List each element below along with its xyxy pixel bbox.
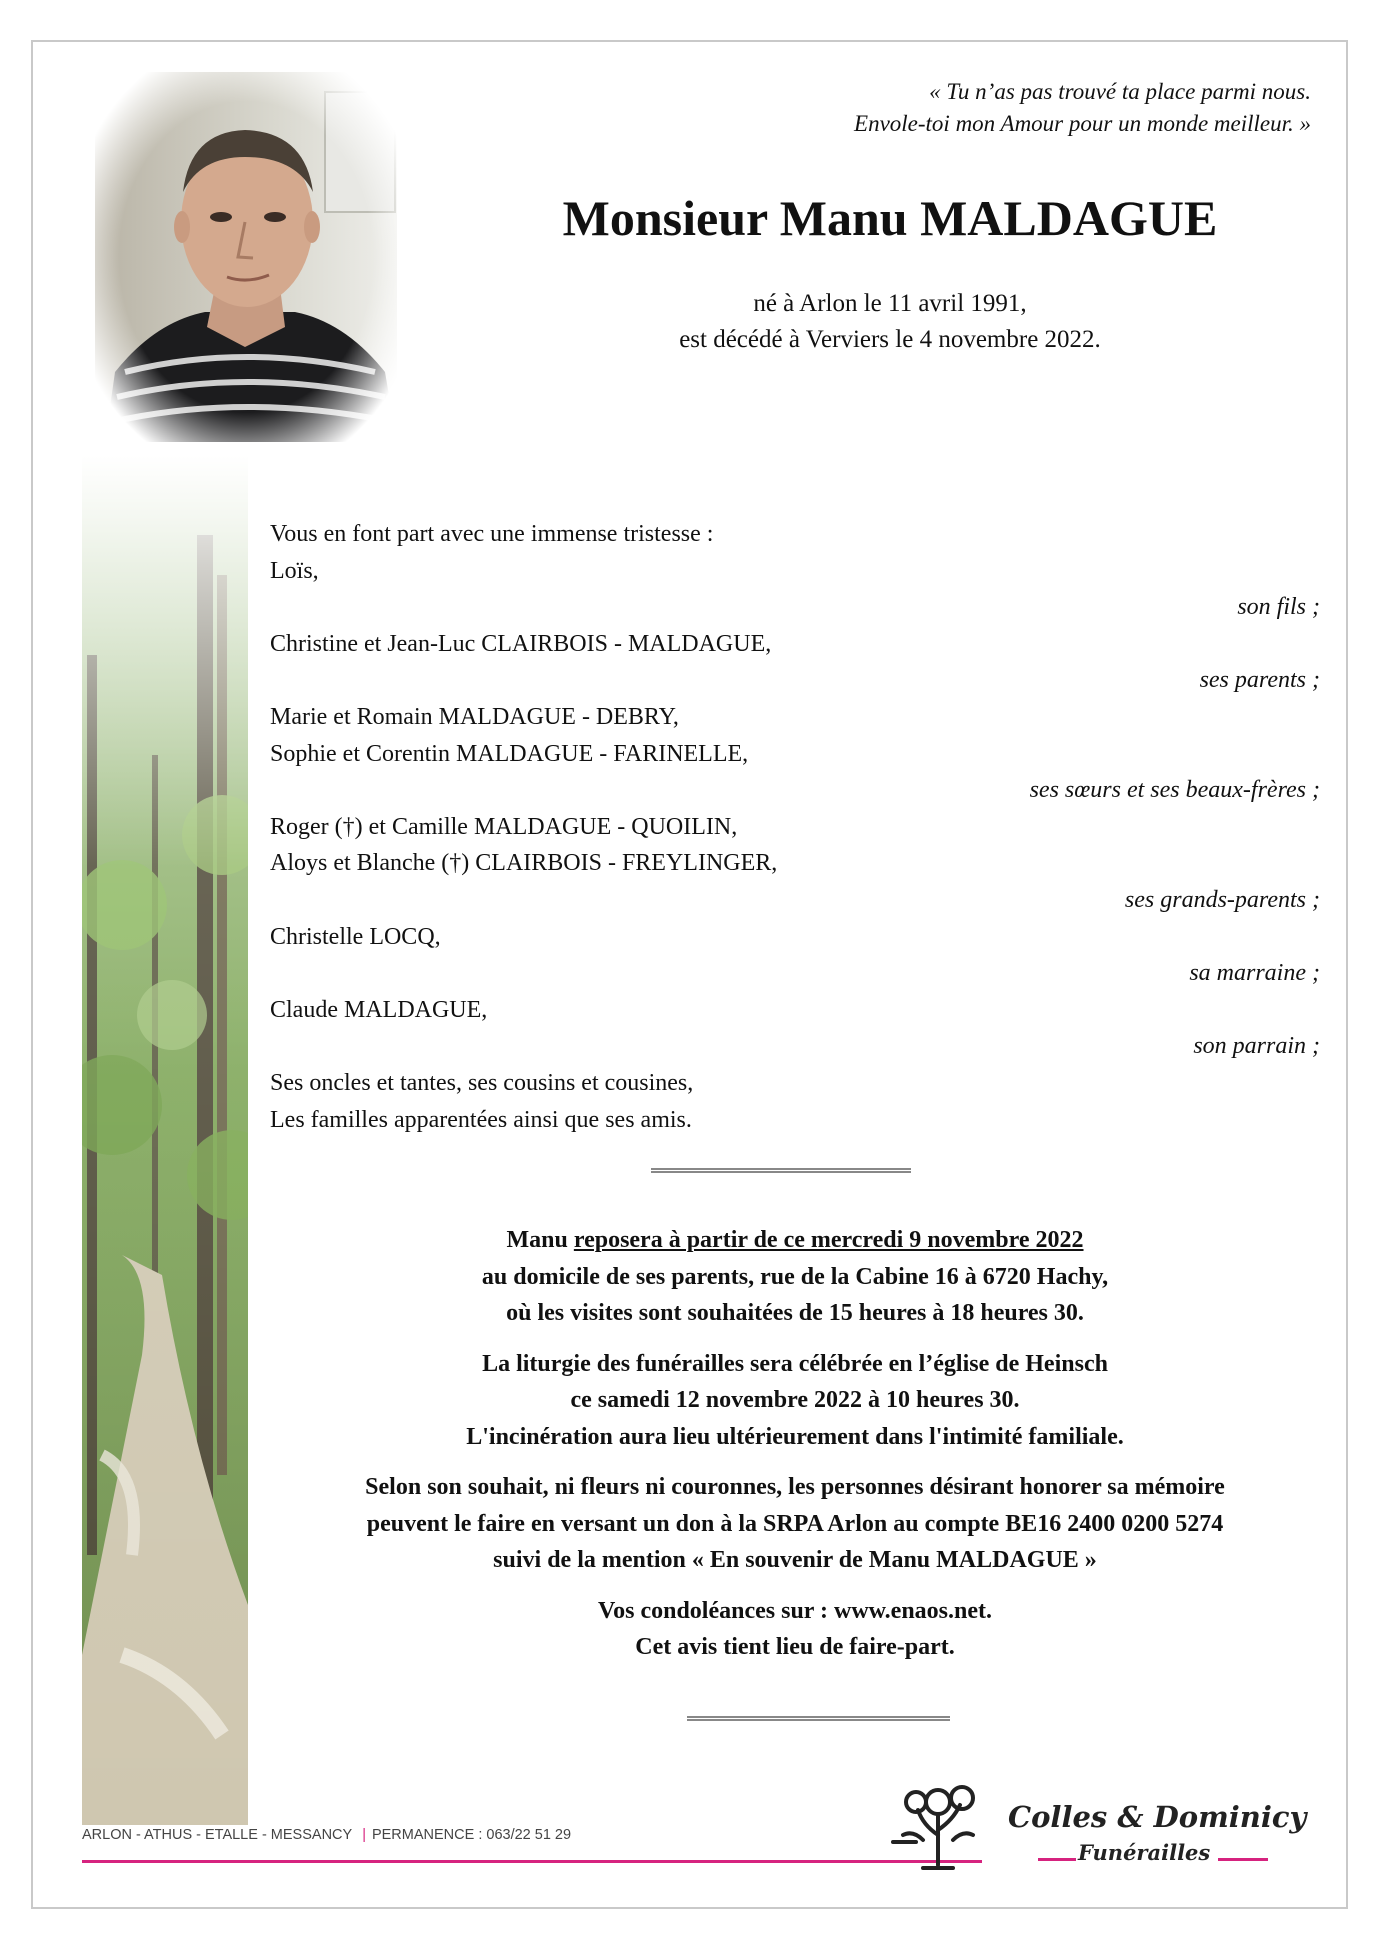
- liturgy-line-1: La liturgie des funérailles sera célébrée en l’église de Heinsch: [482, 1350, 1108, 1377]
- funeral-home-footer: [82, 1827, 571, 1843]
- footer-accent-line: [82, 1860, 982, 1863]
- logo-brand-name: Colles & Dominicy: [1008, 1800, 1307, 1834]
- quote-line-1: « Tu n’as pas trouvé ta place parmi nous.: [929, 79, 1311, 104]
- footer-separator: |: [362, 1827, 366, 1843]
- rest-line-2: au domicile de ses parents, rue de la Cabine 16 à 6720 Hachy,: [481, 1263, 1109, 1290]
- deceased-name: Monsieur Manu MALDAGUE: [562, 190, 1218, 246]
- family-godfather: Claude MALDAGUE,: [270, 996, 488, 1023]
- family-godmother: Christelle LOCQ,: [270, 923, 441, 950]
- wish-line-2: peuvent le faire en versant un don à la SRPA Arlon au compte BE16 2400 0200 5274: [366, 1510, 1224, 1537]
- family-sibling-1: Marie et Romain MALDAGUE - DEBRY,: [270, 703, 679, 730]
- family-others-2: Les familles apparentées ainsi que ses amis.: [270, 1106, 692, 1133]
- family-grandparents-2: Aloys et Blanche (†) CLAIRBOIS - FREYLINGER,: [270, 850, 778, 877]
- family-grandparents-1: Roger (†) et Camille MALDAGUE - QUOILIN,: [270, 813, 738, 840]
- role-grandparents: ses grands-parents ;: [1124, 886, 1320, 913]
- liturgy-line-2: ce samedi 12 novembre 2022 à 10 heures 30.: [570, 1387, 1020, 1413]
- family-sibling-2: Sophie et Corentin MALDAGUE - FARINELLE,: [270, 740, 749, 767]
- forest-path-image: [82, 455, 248, 1825]
- family-son: Loïs,: [270, 557, 319, 584]
- birth-line: né à Arlon le 11 avril 1991,: [753, 290, 1027, 317]
- family-announcement: [270, 516, 1320, 1138]
- epitaph-quote: [611, 76, 1311, 140]
- role-son: son fils ;: [1237, 594, 1320, 621]
- rest-line-1: [506, 1227, 1083, 1253]
- logo-accent-left: [1038, 1858, 1076, 1861]
- wish-paragraph: [260, 1469, 1330, 1579]
- rest-date: reposera à partir de ce mercredi 9 novembre 2022: [573, 1227, 1084, 1253]
- funeral-info: [260, 1222, 1330, 1680]
- footer-locations: ARLON - ATHUS - ETALLE - MESSANCY: [82, 1827, 353, 1843]
- notice-line: Cet avis tient lieu de faire-part.: [635, 1634, 955, 1660]
- role-godmother: sa marraine ;: [1189, 960, 1320, 987]
- logo-accent-right: [1218, 1858, 1268, 1861]
- condolences-line: Vos condoléances sur : www.enaos.net.: [597, 1597, 993, 1624]
- divider-top: [651, 1168, 911, 1173]
- rest-line-3: où les visites sont souhaitées de 15 heures à 18 heures 30.: [506, 1300, 1084, 1326]
- tree-logo-icon: [888, 1780, 988, 1870]
- role-siblings: ses sœurs et ses beaux-frères ;: [1029, 777, 1320, 804]
- family-parents: Christine et Jean-Luc CLAIRBOIS - MALDAGUE,: [270, 630, 772, 657]
- footer-permanence: PERMANENCE : 063/22 51 29: [371, 1827, 572, 1843]
- wish-line-3: suivi de la mention « En souvenir de Manu MALDAGUE »: [493, 1547, 1097, 1573]
- rest-paragraph: [260, 1222, 1330, 1332]
- rest-subject: Manu: [506, 1227, 574, 1253]
- family-others-1: Ses oncles et tantes, ses cousins et cousines,: [270, 1069, 694, 1096]
- divider-bottom: [687, 1716, 950, 1721]
- condolences-paragraph: [260, 1593, 1330, 1666]
- family-intro: Vous en font part avec une immense tristesse :: [270, 521, 714, 547]
- logo-subtitle: Funérailles: [1078, 1840, 1211, 1865]
- wish-line-1: Selon son souhait, ni fleurs ni couronnes, les personnes désirant honorer sa mémoire: [365, 1474, 1225, 1500]
- funeral-home-logo: [888, 1780, 1307, 1890]
- role-godfather: son parrain ;: [1193, 1033, 1320, 1060]
- quote-line-2: Envole-toi mon Amour pour un monde meilleur. »: [854, 111, 1311, 136]
- role-parents: ses parents ;: [1199, 667, 1320, 694]
- portrait-photo: [95, 72, 397, 442]
- death-line: est décédé à Verviers le 4 novembre 2022.: [679, 326, 1101, 353]
- liturgy-line-3: L'incinération aura lieu ultérieurement dans l'intimité familiale.: [466, 1423, 1124, 1450]
- birth-death-info: [560, 286, 1220, 358]
- liturgy-paragraph: [260, 1346, 1330, 1456]
